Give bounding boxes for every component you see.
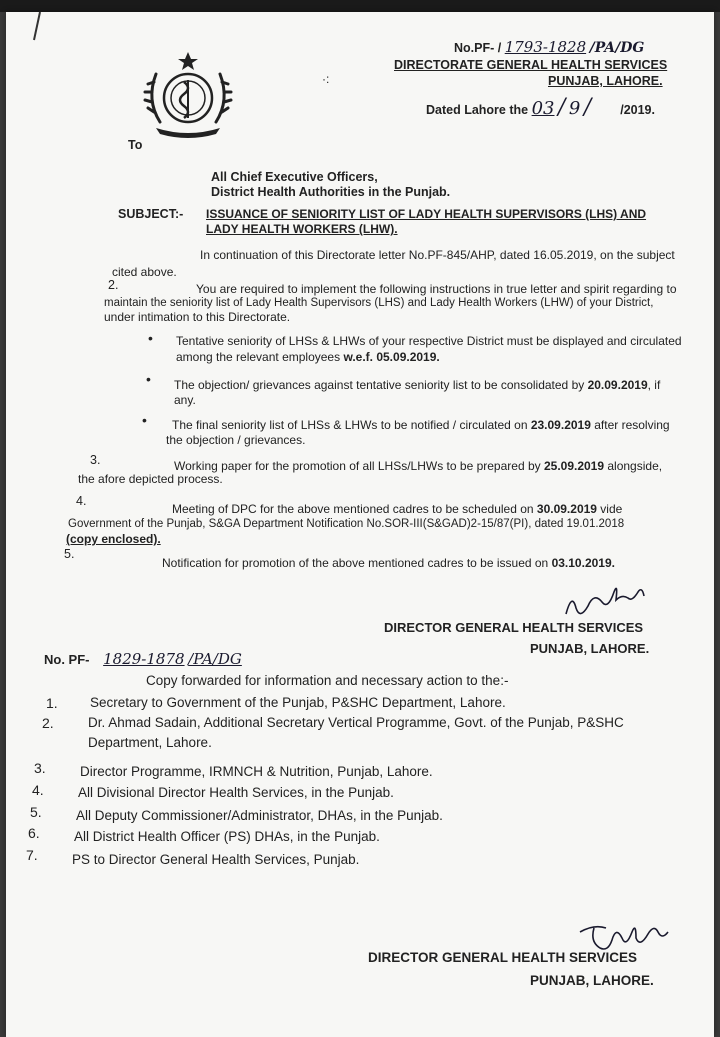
para4-number: 4. bbox=[76, 494, 87, 508]
pen-stroke bbox=[26, 12, 46, 42]
small-mark: ·: bbox=[322, 72, 330, 86]
bullet3-line2: the objection / grievances. bbox=[166, 433, 306, 447]
date-year: /2019. bbox=[620, 103, 655, 117]
recipient-item-cont: Department, Lahore. bbox=[88, 735, 212, 750]
recipient-num: 7. bbox=[26, 847, 38, 863]
recipient-num: 5. bbox=[30, 804, 42, 820]
ref-handwritten: 1793-1828 bbox=[504, 38, 587, 56]
recipient-item: Director Programme, IRMNCH & Nutrition, Punjab, Lahore. bbox=[80, 764, 433, 779]
addressee-line2: District Health Authorities in the Punjab. bbox=[211, 185, 451, 199]
para3-number: 3. bbox=[90, 453, 101, 467]
para2-line1: You are required to implement the following instructions in true letter and spirit regarding to bbox=[196, 282, 677, 296]
signature-mark-icon bbox=[558, 584, 658, 624]
recipient-item: PS to Director General Health Services, Punjab. bbox=[72, 852, 360, 867]
bullet-dot: • bbox=[146, 371, 151, 387]
copy-ref bbox=[44, 650, 242, 668]
ref-prefix: No.PF- / bbox=[454, 41, 502, 55]
para1-line2: cited above. bbox=[112, 265, 177, 279]
signature1-city: PUNJAB, LAHORE. bbox=[530, 641, 650, 656]
para5-line1: Notification for promotion of the above mentioned cadres to be issued on 03.10.2019. bbox=[162, 556, 615, 570]
para2-number: 2. bbox=[108, 278, 119, 292]
bullet1-line1: Tentative seniority of LHSs & LHWs of your respective District must be displayed and circulated bbox=[176, 334, 682, 348]
bullet1-line2: among the relevant employees w.e.f. 05.09.2019. bbox=[176, 350, 440, 364]
letter-page bbox=[6, 12, 714, 1037]
copy-ref-prefix: No. PF- bbox=[44, 652, 90, 667]
recipient-num: 4. bbox=[32, 782, 44, 798]
subject-line1: ISSUANCE OF SENIORITY LIST OF LADY HEALTH SUPERVISORS (LHS) AND bbox=[206, 207, 647, 221]
punjab-govt-seal-icon bbox=[138, 48, 238, 140]
para4-line2: Government of the Punjab, S&GA Department Notification No.SOR-III(S&GAD)2-15/87(PI), dated 19.01.2018 bbox=[68, 518, 625, 530]
bullet3-line1: The final seniority list of LHSs & LHWs to be notified / circulated on 23.09.2019 after resolving bbox=[172, 418, 670, 432]
bullet-dot: • bbox=[142, 412, 147, 428]
recipient-item: All Divisional Director Health Services, in the Punjab. bbox=[78, 785, 394, 800]
subject-line2: LADY HEALTH WORKERS (LHW). bbox=[206, 222, 398, 236]
signature2-title: DIRECTOR GENERAL HEALTH SERVICES bbox=[368, 950, 638, 965]
para5-number: 5. bbox=[64, 547, 75, 561]
subject-label: SUBJECT:- bbox=[118, 207, 184, 221]
top-dark-band bbox=[0, 0, 720, 12]
signature1-title: DIRECTOR GENERAL HEALTH SERVICES bbox=[384, 620, 644, 635]
recipient-num: 6. bbox=[28, 825, 40, 841]
date-month: 9 bbox=[568, 98, 581, 119]
recipient-num: 3. bbox=[34, 760, 46, 776]
copy-ref-handwritten: 1829-1878 bbox=[103, 650, 185, 668]
ref-number bbox=[454, 40, 644, 56]
to-label: To bbox=[128, 138, 143, 152]
para1-line1: In continuation of this Directorate letter No.PF-845/AHP, dated 16.05.2019, on the subject bbox=[200, 248, 675, 262]
para2-line3: under intimation to this Directorate. bbox=[104, 310, 291, 324]
recipient-item: Dr. Ahmad Sadain, Additional Secretary Vertical Programme, Govt. of the Punjab, P&SHC bbox=[88, 715, 624, 730]
office-name: DIRECTORATE GENERAL HEALTH SERVICES bbox=[394, 58, 668, 72]
bullet-dot: • bbox=[148, 330, 153, 346]
signature2-city: PUNJAB, LAHORE. bbox=[530, 973, 654, 988]
date-day: 03 bbox=[531, 98, 555, 119]
copy-intro: Copy forwarded for information and necessary action to the:- bbox=[146, 673, 509, 688]
office-city: PUNJAB, LAHORE. bbox=[548, 74, 663, 88]
recipient-num: 1. bbox=[46, 695, 58, 711]
para3-line2: the afore depicted process. bbox=[78, 472, 223, 486]
dated-line: Dated Lahore the 03 / 9 / /2019. bbox=[426, 95, 655, 120]
recipient-item: All District Health Officer (PS) DHAs, in the Punjab. bbox=[74, 829, 380, 844]
recipient-item: All Deputy Commissioner/Administrator, DHAs, in the Punjab. bbox=[76, 808, 443, 823]
para2-line2: maintain the seniority list of Lady Health Supervisors (LHS) and Lady Health Workers (LHW) of your District, bbox=[104, 297, 654, 309]
addressee-line1: All Chief Executive Officers, bbox=[211, 170, 378, 184]
recipient-num: 2. bbox=[42, 715, 54, 731]
ref-suffix: /PA/DG bbox=[589, 40, 645, 56]
para3-line1: Working paper for the promotion of all LHSs/LHWs to be prepared by 25.09.2019 alongside, bbox=[174, 459, 663, 473]
bullet2-line2: any. bbox=[174, 393, 196, 407]
dated-label: Dated Lahore the bbox=[426, 103, 529, 117]
para4-line1: Meeting of DPC for the above mentioned cadres to be scheduled on 30.09.2019 vide bbox=[172, 502, 623, 516]
bullet2-line1: The objection/ grievances against tentative seniority list to be consolidated by 20.09.2019, if bbox=[174, 378, 661, 392]
copy-ref-suffix: /PA/DG bbox=[188, 650, 242, 668]
recipient-item: Secretary to Government of the Punjab, P&SHC Department, Lahore. bbox=[90, 695, 506, 710]
para4-copy-enclosed: (copy enclosed). bbox=[66, 532, 161, 546]
